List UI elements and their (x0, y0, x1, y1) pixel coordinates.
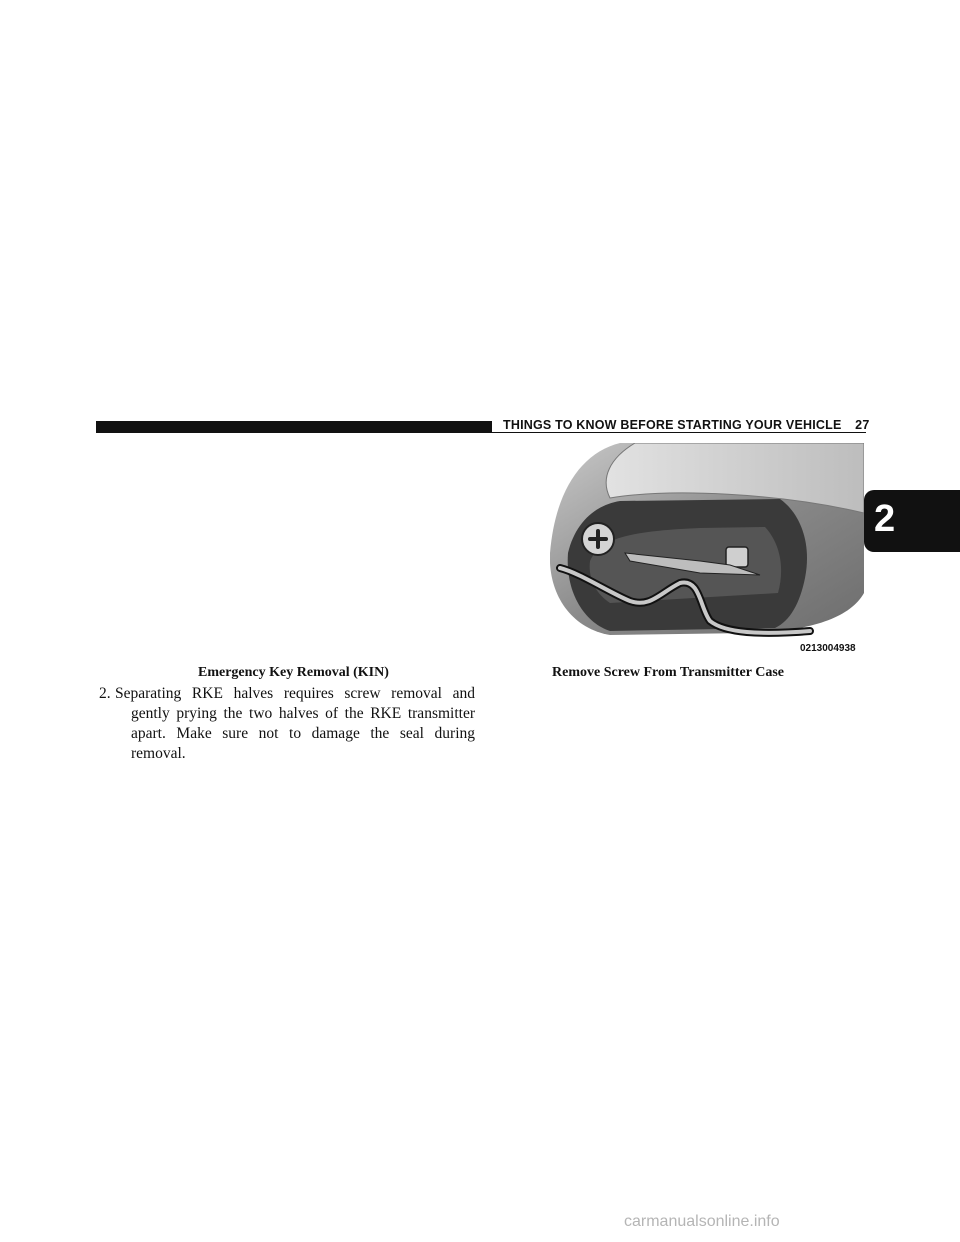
footer-watermark: carmanualsonline.info (624, 1213, 780, 1230)
figure-caption-left: Emergency Key Removal (KIN) (198, 665, 389, 680)
running-header (503, 418, 869, 432)
figure-caption-right: Remove Screw From Transmitter Case (552, 665, 784, 680)
step-number: 2. (99, 685, 111, 702)
page-number: 27 (855, 418, 870, 432)
transmitter-case-illustration (550, 443, 864, 658)
step-line-3: apart. Make sure not to damage the seal during removal. (131, 725, 475, 762)
header-rule (96, 421, 492, 433)
step-line-1: Separating RKE halves requires screw removal and (115, 685, 475, 702)
chapter-tab (864, 490, 960, 552)
figure-code: 0213004938 (800, 643, 856, 654)
step-2 (99, 684, 475, 764)
chapter-number: 2 (874, 498, 896, 540)
header-underline (492, 432, 866, 433)
section-title: THINGS TO KNOW BEFORE STARTING YOUR VEHICLE (503, 418, 842, 432)
step-line-2: gently prying the two halves of the RKE transmitter (131, 705, 475, 722)
